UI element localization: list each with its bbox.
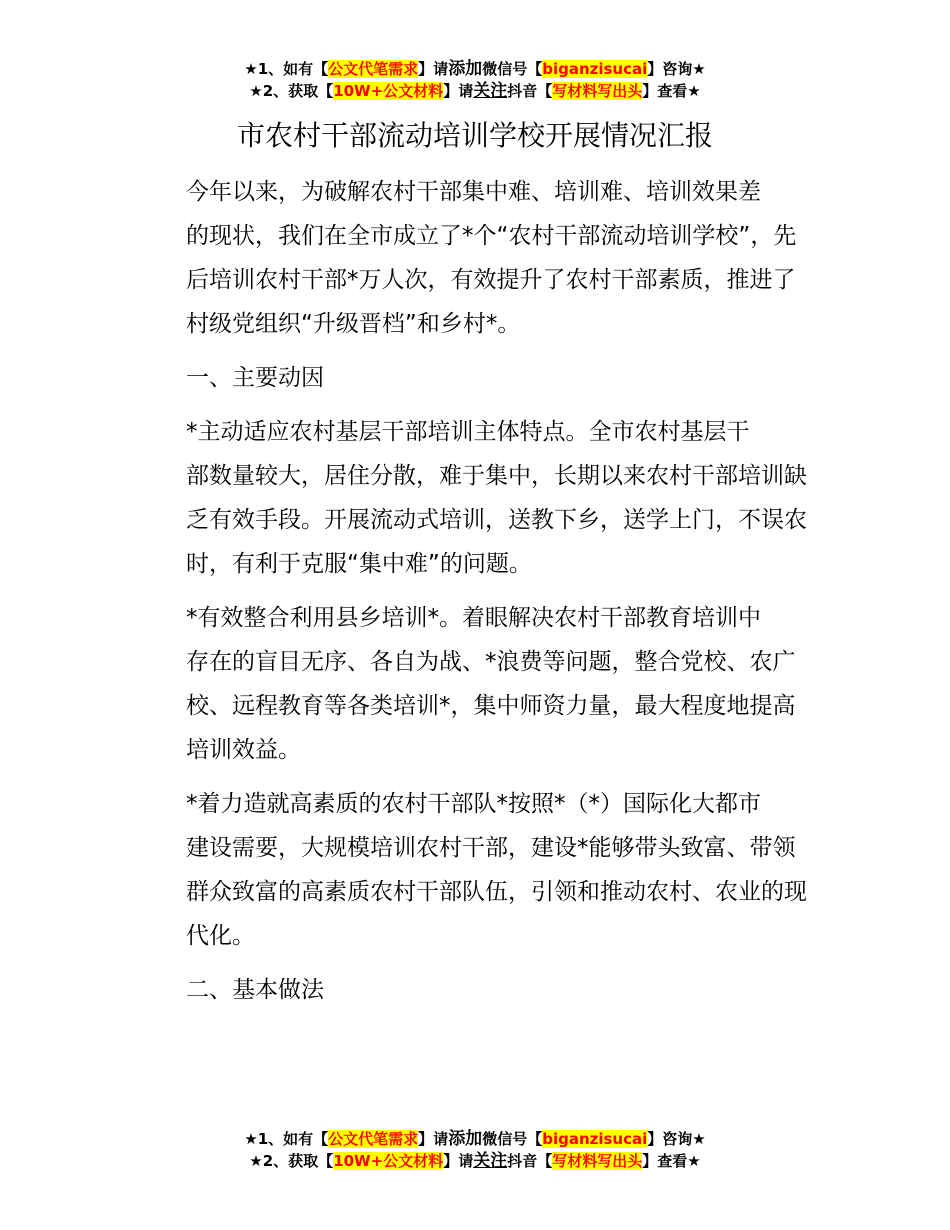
paragraph-intro: [140, 170, 810, 346]
paragraph-reason-3: [140, 782, 810, 958]
banner-text: 】咨询: [647, 60, 693, 78]
banner-text: 】查看: [642, 1152, 688, 1170]
paragraph-reason-2: [140, 596, 810, 772]
star-icon: ★: [244, 1130, 258, 1148]
highlight-wechat-id: biganzisucai: [542, 60, 648, 78]
heading-text: 一、主要动因: [186, 365, 324, 391]
star-icon: ★: [687, 82, 701, 100]
section-heading-1: [140, 356, 810, 400]
text-line: 培训效益。: [186, 737, 301, 763]
text-line: *有效整合利用县乡培训*。着眼解决农村干部教育培训中: [186, 605, 761, 631]
banner-text: 抖音【: [507, 1152, 553, 1170]
emphasis-follow: 关注: [473, 81, 508, 101]
banner-line-consult: [0, 1128, 950, 1150]
banner-text: 2、获取【: [262, 82, 334, 100]
footer-banner: [0, 1128, 950, 1172]
banner-line-follow: [0, 80, 950, 102]
highlight-materials: 10W+公文材料: [333, 1152, 444, 1170]
banner-text: 】请: [443, 1152, 474, 1170]
highlight-douyin-account: 写材料写出头: [552, 82, 643, 100]
text-line: 乏有效手段。开展流动式培训，送教下乡，送学上门，不误农: [186, 507, 807, 533]
text-line: 村级党组织“升级晋档”和乡村*。: [186, 311, 521, 337]
banner-text: 抖音【: [507, 82, 553, 100]
banner-text: 】查看: [642, 82, 688, 100]
document-body: [140, 170, 810, 1022]
text-line: 群众致富的高素质农村干部队伍，引领和推动农村、农业的现: [186, 879, 807, 905]
highlight-service: 公文代笔需求: [328, 1130, 419, 1148]
heading-text: 二、基本做法: [186, 977, 324, 1003]
section-heading-2: [140, 968, 810, 1012]
star-icon: ★: [687, 1152, 701, 1170]
star-icon: ★: [692, 1130, 706, 1148]
highlight-douyin-account: 写材料写出头: [552, 1152, 643, 1170]
text-line: 今年以来，为破解农村干部集中难、培训难、培训效果差: [186, 179, 761, 205]
text-line: 的现状，我们在全市成立了*个“农村干部流动培训学校”，先: [186, 223, 797, 249]
banner-line-consult: [0, 58, 950, 80]
star-icon: ★: [244, 60, 258, 78]
document-title: 市农村干部流动培训学校开展情况汇报: [236, 119, 713, 152]
star-icon: ★: [692, 60, 706, 78]
banner-text: 1、如有【: [257, 1130, 329, 1148]
banner-text: 微信号【: [482, 60, 543, 78]
banner-text: 微信号【: [482, 1130, 543, 1148]
highlight-service: 公文代笔需求: [328, 60, 419, 78]
emphasis-add: 添加: [448, 59, 483, 79]
star-icon: ★: [249, 1152, 263, 1170]
header-banner: [0, 58, 950, 102]
emphasis-add: 添加: [448, 1129, 483, 1149]
text-line: 后培训农村干部*万人次，有效提升了农村干部素质，推进了: [186, 267, 796, 293]
banner-text: 】请: [418, 1130, 449, 1148]
text-line: *着力造就高素质的农村干部队*按照*（*）国际化大都市: [186, 791, 761, 817]
text-line: 建设需要，大规模培训农村干部，建设*能够带头致富、带领: [186, 835, 796, 861]
text-line: 存在的盲目无序、各自为战、*浪费等问题，整合党校、农广: [186, 649, 796, 675]
banner-text: 1、如有【: [257, 60, 329, 78]
banner-line-follow: [0, 1150, 950, 1172]
banner-text: 】请: [418, 60, 449, 78]
paragraph-reason-1: [140, 410, 810, 586]
text-line: *主动适应农村基层干部培训主体特点。全市农村基层干: [186, 419, 750, 445]
text-line: 代化。: [186, 923, 255, 949]
star-icon: ★: [249, 82, 263, 100]
text-line: 校、远程教育等各类培训*，集中师资力量，最大程度地提高: [186, 693, 796, 719]
banner-text: 2、获取【: [262, 1152, 334, 1170]
text-line: 时，有利于克服“集中难”的问题。: [186, 551, 532, 577]
emphasis-follow: 关注: [473, 1151, 508, 1171]
highlight-wechat-id: biganzisucai: [542, 1130, 648, 1148]
highlight-materials: 10W+公文材料: [333, 82, 444, 100]
text-line: 部数量较大，居住分散，难于集中，长期以来农村干部培训缺: [186, 463, 807, 489]
banner-text: 】咨询: [647, 1130, 693, 1148]
banner-text: 】请: [443, 82, 474, 100]
